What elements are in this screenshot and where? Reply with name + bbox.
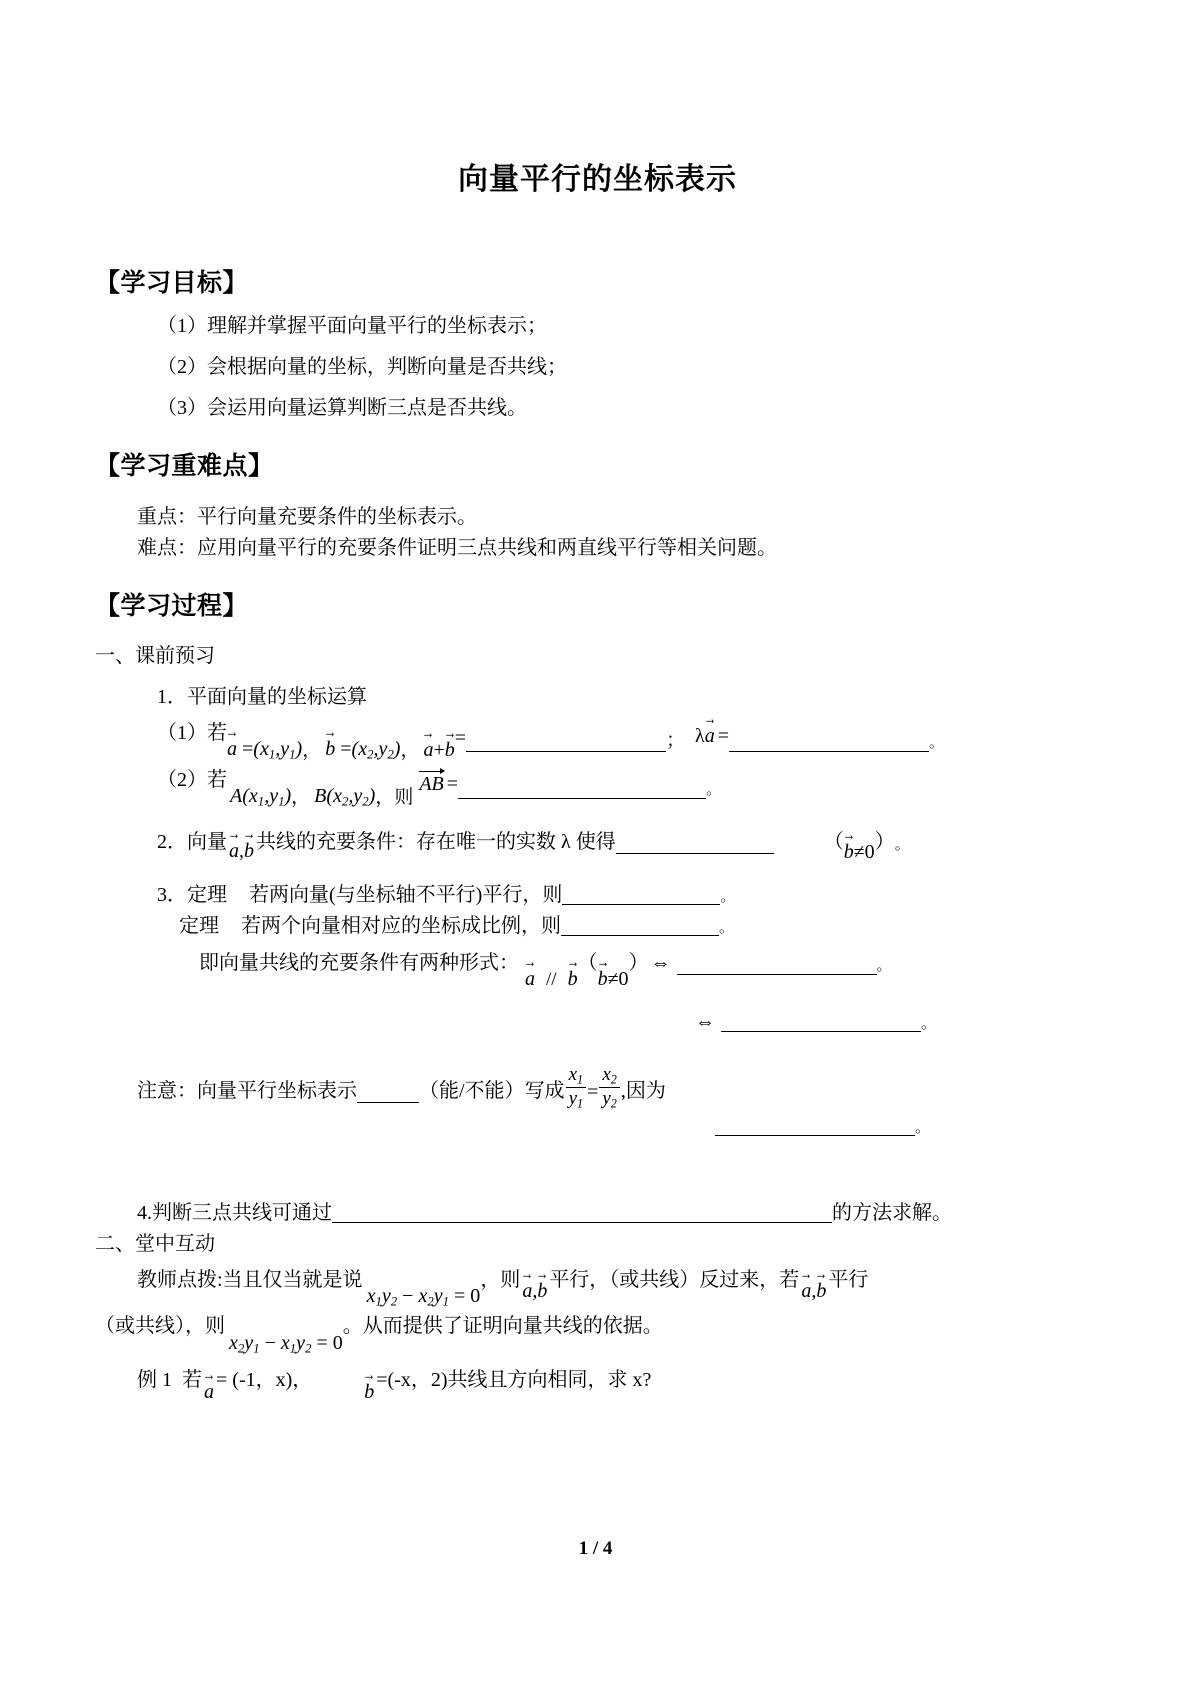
objective-item-3: （3）会运用向量运算判断三点是否共线。 (157, 396, 527, 419)
note-comma: , (620, 1080, 626, 1103)
lambda-symbol: λ (561, 831, 571, 854)
blank-lambda-a[interactable] (729, 731, 929, 752)
blank-theorem-1[interactable] (562, 884, 720, 905)
page-content (95, 0, 1100, 1404)
item2-number: 2． (157, 831, 187, 854)
vector-b-definition: → $b =(x_2,y_2)$ (325, 736, 400, 763)
item3-theorem-text-1: 若两向量(与坐标轴不平行)平行，则 (249, 884, 563, 907)
blank-form-1[interactable] (677, 954, 877, 975)
example-1-ruo: 若 (182, 1369, 202, 1392)
item3-paren-close: ） (628, 952, 649, 975)
preview-item-3-line-1 (95, 880, 1100, 911)
preview-item-3-line-4 (95, 1007, 1100, 1038)
parallel-vector-a: → a (525, 966, 535, 991)
parallel-condition-b: → b≠0 (598, 966, 629, 991)
item4-prefix: 4.判断三点共线可通过 (137, 1202, 332, 1225)
sub2-separator-1: ， (291, 787, 311, 809)
preview-item-3-line-2 (95, 911, 1100, 942)
preview-item-3-line-3 (95, 952, 1100, 991)
section-heading-objectives: 【学习目标】 (95, 270, 249, 297)
parallel-symbol: // (546, 969, 557, 991)
item3-period-3: 。 (876, 958, 892, 975)
section-heading-key-points: 【学习重难点】 (95, 452, 274, 480)
sub1-separator-2: ， (400, 740, 420, 762)
example-vector-a (204, 1379, 214, 1404)
part-one-label: 一、课前预习 (95, 645, 215, 668)
note-choice: （能/不能） (419, 1080, 525, 1103)
teacher-tip-prefix: 教师点拨:当且仅当就是说 (137, 1269, 363, 1292)
item3-period-2: 。 (719, 920, 735, 937)
equation-x2y1-minus-x1y2: $x_2y_1 - x_1y_2 = 0$ (229, 1331, 343, 1356)
key-point-focus: 重点：平行向量充要条件的坐标表示。 (137, 505, 477, 528)
parallel-expression (525, 966, 578, 991)
blank-form-2[interactable] (721, 1011, 921, 1032)
item2-period: 。 (894, 837, 910, 854)
example-1-label: 例 1 (137, 1369, 172, 1392)
sub2-period: 。 (706, 782, 722, 799)
teacher-tip-line-2 (95, 1315, 1100, 1356)
teacher-tip-line2-prefix: （或共线），则 (95, 1315, 225, 1338)
example-vector-a-symbol: → a (204, 1379, 214, 1404)
item4-suffix: 的方法求解。 (832, 1202, 952, 1225)
example-vector-b-symbol: → b (364, 1379, 374, 1404)
point-B-definition: $B(x_2,y_2)$ (314, 784, 376, 809)
item1-sub2-row (95, 769, 1100, 809)
teacher-tip-mid-1: ，则 (480, 1269, 521, 1292)
AB-overarrow: AB (419, 770, 443, 796)
vectors-a-b-pair-2: → a,→ b (522, 1278, 547, 1303)
item3-period-1: 。 (720, 889, 736, 906)
vector-b-symbol: → b (325, 736, 335, 761)
note-mid: 写成 (524, 1080, 565, 1103)
item3-theorem-label-2: 定理 (179, 915, 219, 938)
item1-number: 1． (157, 686, 187, 709)
item3-theorem-label-1: 定理 (187, 884, 227, 907)
vector-sum-expression: → a+→ b (423, 737, 454, 762)
item3-period-4: 。 (921, 1016, 937, 1033)
objective-item-1: （1）理解并掌握平面向量平行的坐标表示； (157, 314, 547, 337)
equation-x1y2-minus-x2y1: $x_1y_2 - x_2y_1 = 0$ (366, 1284, 481, 1309)
parallel-vector-b: → b (568, 966, 578, 991)
item3-number: 3． (157, 884, 187, 907)
item2-paren-open: （ (823, 831, 844, 854)
condition-b-not-zero: → b≠0 (844, 839, 875, 864)
preview-note-blank-row (95, 1111, 1100, 1142)
item3-iff-2: ⇔ (695, 1011, 715, 1034)
blank-vector-AB[interactable] (458, 778, 706, 799)
preview-item-2 (95, 825, 1100, 864)
page-number: 1 / 4 (578, 1538, 613, 1559)
vector-AB-symbol (419, 770, 443, 796)
vectors-a-b-pair-3: → a,→ b (801, 1278, 826, 1303)
point-A-definition: $A(x_1,y_1)$ (230, 784, 292, 809)
vector-a-definition: → $a =(x_1,y_1)$ (227, 736, 302, 763)
teacher-tip-line-1 (95, 1269, 1100, 1309)
lambda-equals: = (717, 725, 730, 748)
key-point-difficulty: 难点：应用向量平行的充要条件证明三点共线和两直线平行等相关问题。 (137, 536, 777, 559)
item1-title: 平面向量的坐标运算 (187, 686, 367, 709)
item1-sub1-row (95, 722, 1100, 762)
sub2-separator-2: ，则 (375, 787, 414, 809)
item2-text-c: 使得 (575, 831, 616, 854)
cond-vector-b: → b (598, 966, 608, 991)
sub1-separator-1: ， (302, 740, 322, 762)
fraction-equals: = (587, 1081, 599, 1104)
sub1-semicolon: ； (666, 730, 686, 752)
blank-vector-sum[interactable] (466, 731, 666, 752)
example-comma: ， (292, 1369, 313, 1392)
vector-a-symbol: → a (227, 736, 237, 761)
teacher-tip-mid-3: 平行 (828, 1269, 869, 1292)
sub1-sum-equals: = (454, 727, 467, 750)
teacher-tip-mid-2: 平行，（或共线）反过来，若 (549, 1269, 800, 1292)
blank-three-point-method[interactable] (332, 1202, 832, 1223)
blank-note-choice[interactable] (357, 1082, 419, 1103)
vectors-a-b-pair: → a,→ b (229, 838, 254, 863)
preview-note-row (95, 1064, 1100, 1111)
item2-text-b: 共线的充要条件：存在唯一的实数 (256, 831, 556, 854)
note-prefix: 注意：向量平行坐标表示 (137, 1080, 357, 1103)
blank-theorem-2[interactable] (561, 915, 719, 936)
preview-item-4 (95, 1198, 1100, 1229)
objective-item-2: （2）会根据向量的坐标，判断向量是否共线； (157, 355, 567, 378)
item2-paren-close: ） (874, 831, 895, 854)
example-b-equals: =(-x，2)共线且方向相同，求 x? (376, 1369, 652, 1392)
fraction-x1-over-y1: $\frac{x_1}{y_1}$ (566, 1064, 587, 1111)
example-1-row (95, 1369, 1100, 1404)
vector-b-cond-symbol: → b (844, 839, 854, 864)
sub2-marker: （2）若 (157, 769, 227, 792)
item2-text-a: 向量 (187, 831, 227, 854)
sub1-marker: （1）若 (157, 722, 227, 745)
preview-item-1 (95, 682, 1100, 713)
note-period: 。 (915, 1120, 931, 1137)
teacher-tip-line2-suffix: 。从而提供了证明向量共线的依据。 (342, 1315, 663, 1338)
item3-iff-1: ⇔ (650, 952, 671, 975)
section-heading-process: 【学习过程】 (95, 592, 249, 620)
part-two-label: 二、堂中互动 (95, 1233, 215, 1256)
lambda-a-expression: λ→ a (695, 723, 715, 748)
item3-forms-text: 即向量共线的充要条件有两种形式： (199, 952, 519, 975)
sub2-equals: = (446, 773, 459, 796)
item3-paren-open: （ (577, 952, 598, 975)
page-title: 向量平行的坐标表示 (458, 163, 737, 196)
fraction-x2-over-y2: $\frac{x_2}{y_2}$ (599, 1064, 620, 1111)
sub1-period: 。 (929, 735, 945, 752)
note-because: 因为 (625, 1080, 666, 1103)
example-a-equals: = (-1，x) (216, 1369, 293, 1392)
item3-theorem-text-2: 若两个向量相对应的坐标成比例，则 (241, 915, 561, 938)
example-vector-b (364, 1379, 374, 1404)
blank-note-reason[interactable] (715, 1115, 915, 1136)
blank-collinear-condition[interactable] (616, 833, 774, 854)
